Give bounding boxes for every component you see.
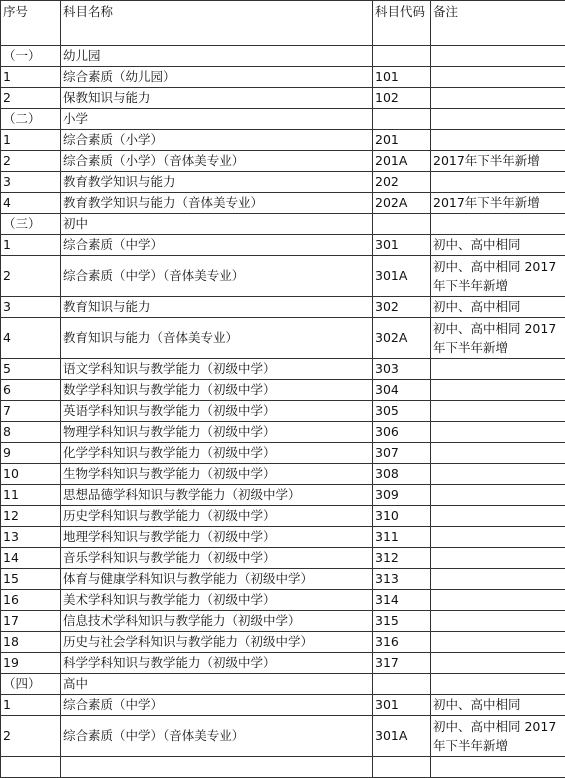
cell-note — [431, 88, 565, 109]
cell-no: 2 — [1, 151, 61, 172]
table-row — [1, 359, 565, 380]
cell-note — [431, 401, 565, 422]
cell-no: 17 — [1, 611, 61, 632]
cell-name: 科学学科知识与教学能力（初级中学） — [61, 653, 373, 674]
cell-no: 19 — [1, 653, 61, 674]
cell-name: 化学学科知识与教学能力（初级中学） — [61, 443, 373, 464]
cell-no: 9 — [1, 443, 61, 464]
table-row — [1, 611, 565, 632]
cell-name: 生物学科知识与教学能力（初级中学） — [61, 464, 373, 485]
cell-code: 312 — [373, 548, 431, 569]
cell-name — [61, 757, 373, 778]
cell-note — [431, 130, 565, 151]
cell-name: 数学学科知识与教学能力（初级中学） — [61, 380, 373, 401]
table-row — [1, 46, 565, 67]
cell-no: 2 — [1, 256, 61, 297]
cell-no: 8 — [1, 422, 61, 443]
cell-code: 302 — [373, 297, 431, 318]
cell-no: （四） — [1, 674, 61, 695]
cell-note — [431, 653, 565, 674]
cell-no: （一） — [1, 46, 61, 67]
cell-name: 信息技术学科知识与教学能力（初级中学） — [61, 611, 373, 632]
cell-name: 历史学科知识与教学能力（初级中学） — [61, 506, 373, 527]
cell-no: 1 — [1, 695, 61, 716]
table-row — [1, 235, 565, 256]
cell-code — [373, 214, 431, 235]
cell-no: 2 — [1, 716, 61, 757]
cell-code: 314 — [373, 590, 431, 611]
table-row — [1, 67, 565, 88]
cell-note — [431, 611, 565, 632]
table-row — [1, 130, 565, 151]
table-row — [1, 506, 565, 527]
cell-note: 初中、高中相同 — [431, 695, 565, 716]
cell-no — [1, 757, 61, 778]
cell-note — [431, 359, 565, 380]
cell-code: 308 — [373, 464, 431, 485]
cell-note: 初中、高中相同 — [431, 297, 565, 318]
cell-name: 综合素质（中学） — [61, 695, 373, 716]
cell-note — [431, 506, 565, 527]
cell-code: 304 — [373, 380, 431, 401]
cell-code — [373, 674, 431, 695]
cell-note — [431, 380, 565, 401]
cell-no: 11 — [1, 485, 61, 506]
cell-note: 初中、高中相同 2017年下半年新增 — [431, 716, 565, 757]
cell-note: 初中、高中相同 2017年下半年新增 — [431, 318, 565, 359]
cell-code: 305 — [373, 401, 431, 422]
cell-no: 3 — [1, 297, 61, 318]
cell-note: 2017年下半年新增 — [431, 151, 565, 172]
cell-note — [431, 548, 565, 569]
cell-no: 4 — [1, 193, 61, 214]
cell-name: 物理学科知识与教学能力（初级中学） — [61, 422, 373, 443]
cell-code: 313 — [373, 569, 431, 590]
cell-no: 10 — [1, 464, 61, 485]
cell-name: 幼儿园 — [61, 46, 373, 67]
cell-code: 302A — [373, 318, 431, 359]
cell-name: 高中 — [61, 674, 373, 695]
cell-code: 201A — [373, 151, 431, 172]
table-row — [1, 590, 565, 611]
cell-no: 13 — [1, 527, 61, 548]
cell-note — [431, 464, 565, 485]
cell-name: 体育与健康学科知识与教学能力（初级中学） — [61, 569, 373, 590]
cell-note — [431, 757, 565, 778]
header-code: 科目代码 — [373, 1, 431, 46]
cell-code — [373, 109, 431, 130]
cell-name: 保教知识与能力 — [61, 88, 373, 109]
cell-name: 教育教学知识与能力（音体美专业） — [61, 193, 373, 214]
cell-name: 美术学科知识与教学能力（初级中学） — [61, 590, 373, 611]
cell-no: 2 — [1, 88, 61, 109]
cell-code: 102 — [373, 88, 431, 109]
cell-no: 1 — [1, 130, 61, 151]
cell-code: 101 — [373, 67, 431, 88]
cell-no: 14 — [1, 548, 61, 569]
cell-no: 7 — [1, 401, 61, 422]
table-header-row — [1, 1, 565, 46]
table-row — [1, 214, 565, 235]
cell-note — [431, 172, 565, 193]
cell-name: 音乐学科知识与教学能力（初级中学） — [61, 548, 373, 569]
cell-no: 3 — [1, 172, 61, 193]
header-name: 科目名称 — [61, 1, 373, 46]
cell-no: 15 — [1, 569, 61, 590]
cell-no: 6 — [1, 380, 61, 401]
table-row — [1, 548, 565, 569]
cell-name: 教育知识与能力（音体美专业） — [61, 318, 373, 359]
cell-name: 综合素质（中学）（音体美专业） — [61, 716, 373, 757]
cell-code: 301 — [373, 235, 431, 256]
cell-name: 综合素质（中学）（音体美专业） — [61, 256, 373, 297]
table-row — [1, 380, 565, 401]
cell-no: （二） — [1, 109, 61, 130]
cell-code: 306 — [373, 422, 431, 443]
cell-note — [431, 443, 565, 464]
cell-note — [431, 527, 565, 548]
cell-no: 4 — [1, 318, 61, 359]
table-row — [1, 757, 565, 778]
cell-name: 小学 — [61, 109, 373, 130]
cell-note — [431, 632, 565, 653]
cell-code — [373, 757, 431, 778]
cell-name: 教育知识与能力 — [61, 297, 373, 318]
cell-code: 201 — [373, 130, 431, 151]
cell-code: 303 — [373, 359, 431, 380]
cell-note: 初中、高中相同 2017年下半年新增 — [431, 256, 565, 297]
cell-code: 309 — [373, 485, 431, 506]
table-row — [1, 632, 565, 653]
cell-name: 综合素质（中学） — [61, 235, 373, 256]
table-row — [1, 569, 565, 590]
cell-no: 12 — [1, 506, 61, 527]
table-row — [1, 464, 565, 485]
cell-no: 5 — [1, 359, 61, 380]
cell-code: 310 — [373, 506, 431, 527]
cell-code: 311 — [373, 527, 431, 548]
table-row — [1, 716, 565, 757]
table-row — [1, 401, 565, 422]
cell-no: 1 — [1, 67, 61, 88]
table-row — [1, 151, 565, 172]
cell-no: 18 — [1, 632, 61, 653]
table-row — [1, 256, 565, 297]
table-row — [1, 172, 565, 193]
cell-name: 地理学科知识与教学能力（初级中学） — [61, 527, 373, 548]
cell-note: 2017年下半年新增 — [431, 193, 565, 214]
cell-name: 综合素质（幼儿园） — [61, 67, 373, 88]
table-row — [1, 422, 565, 443]
cell-code: 301A — [373, 256, 431, 297]
table-row — [1, 88, 565, 109]
cell-note: 初中、高中相同 — [431, 235, 565, 256]
table-row — [1, 485, 565, 506]
cell-code: 307 — [373, 443, 431, 464]
cell-no: （三） — [1, 214, 61, 235]
cell-name: 思想品德学科知识与教学能力（初级中学） — [61, 485, 373, 506]
cell-note — [431, 674, 565, 695]
cell-note — [431, 214, 565, 235]
cell-code: 202 — [373, 172, 431, 193]
cell-note — [431, 590, 565, 611]
cell-name: 历史与社会学科知识与教学能力（初级中学） — [61, 632, 373, 653]
cell-code: 316 — [373, 632, 431, 653]
cell-name: 综合素质（小学） — [61, 130, 373, 151]
cell-note — [431, 67, 565, 88]
cell-note — [431, 46, 565, 67]
cell-name: 初中 — [61, 214, 373, 235]
table-row — [1, 297, 565, 318]
table-row — [1, 443, 565, 464]
header-no: 序号 — [1, 1, 61, 46]
cell-no: 16 — [1, 590, 61, 611]
cell-code: 317 — [373, 653, 431, 674]
cell-note — [431, 109, 565, 130]
table-row — [1, 318, 565, 359]
cell-code: 301 — [373, 695, 431, 716]
table-row — [1, 674, 565, 695]
table-row — [1, 695, 565, 716]
table-row — [1, 109, 565, 130]
cell-note — [431, 422, 565, 443]
cell-name: 语文学科知识与教学能力（初级中学） — [61, 359, 373, 380]
header-note: 备注 — [431, 1, 565, 46]
cell-name: 综合素质（小学）（音体美专业） — [61, 151, 373, 172]
cell-note — [431, 485, 565, 506]
cell-name: 教育教学知识与能力 — [61, 172, 373, 193]
table-row — [1, 653, 565, 674]
table-row — [1, 193, 565, 214]
cell-name: 英语学科知识与教学能力（初级中学） — [61, 401, 373, 422]
cell-code — [373, 46, 431, 67]
cell-code: 301A — [373, 716, 431, 757]
cell-code: 202A — [373, 193, 431, 214]
cell-note — [431, 569, 565, 590]
cell-no: 1 — [1, 235, 61, 256]
table-row — [1, 527, 565, 548]
cell-code: 315 — [373, 611, 431, 632]
